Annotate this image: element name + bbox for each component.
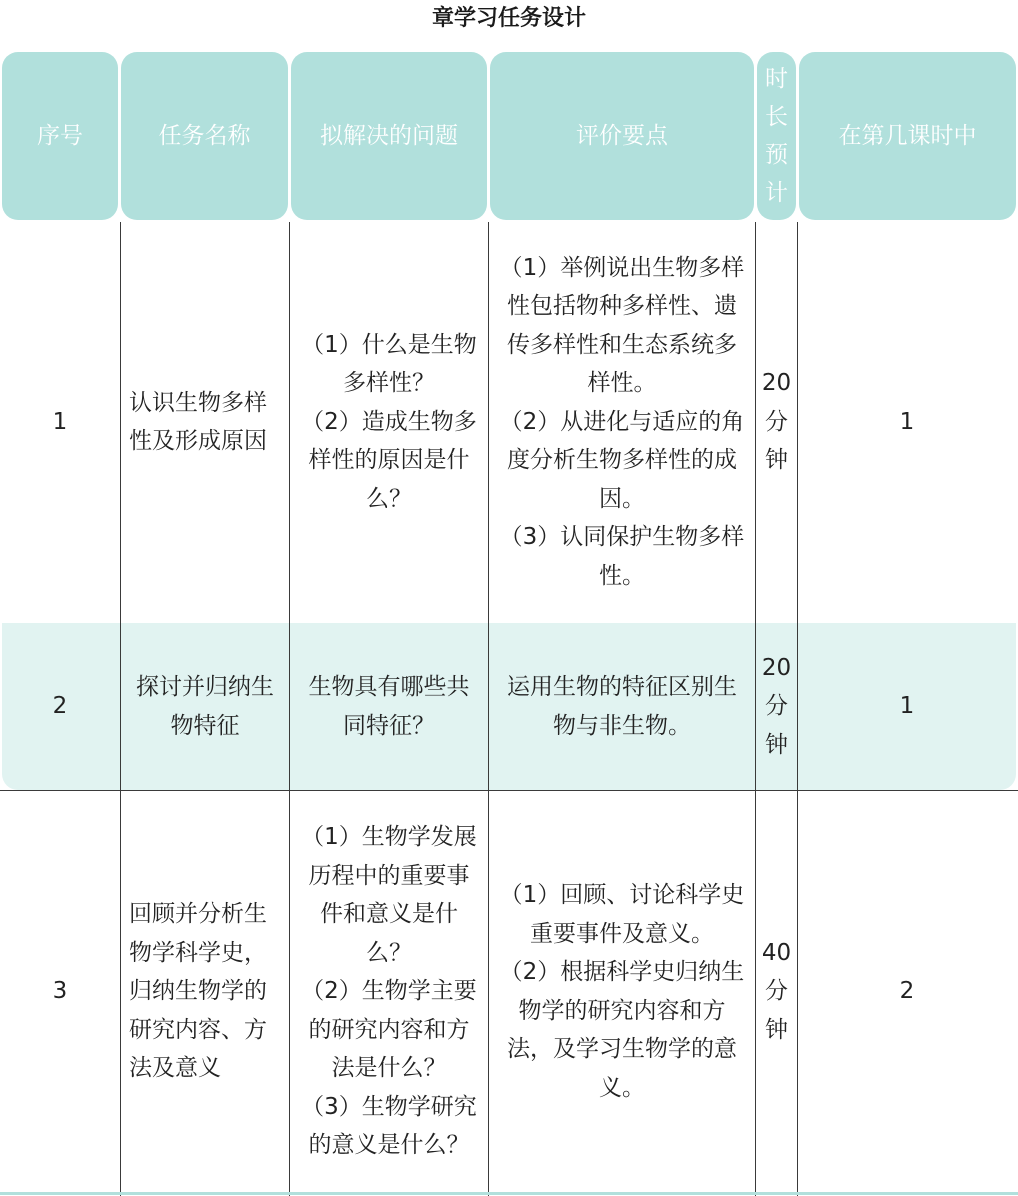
- row-1-index: 1: [52, 408, 68, 435]
- grid-line: [289, 222, 290, 1196]
- row-1-questions: （1）什么是生物多样性？ （2）造成生物多样性的原因是什么？: [301, 331, 477, 512]
- grid-line: [755, 222, 756, 1196]
- row-1-lesson: 1: [899, 408, 915, 435]
- header-questions: 拟解决的问题: [291, 52, 487, 220]
- header-lesson: 在第几课时中: [799, 52, 1016, 220]
- row-3-task-name: 回顾并分析生物学科学史，归纳生物学的研究内容、方法及意义: [129, 901, 267, 1082]
- grid-line: [120, 222, 121, 1196]
- page-title: 章学习任务设计: [431, 6, 586, 31]
- header-task-name: 任务名称: [121, 52, 288, 220]
- row-2-lesson: 1: [899, 693, 915, 720]
- row-1-duration: 20分钟: [761, 370, 792, 474]
- row-2-task-name: 探讨并归纳生物特征: [136, 674, 274, 739]
- row-2-duration: 20分钟: [761, 654, 792, 758]
- grid-line: [488, 222, 489, 1196]
- row-2-index: 2: [52, 693, 68, 720]
- row-3-questions: （1）生物学发展历程中的重要事件和意义是什么？ （2）生物学主要的研究内容和方法是什么？ （3）生物学研究的意义是什么？: [301, 824, 477, 1159]
- row-2-questions: 生物具有哪些共同特征？: [308, 674, 470, 739]
- row-3-lesson: 2: [899, 978, 915, 1005]
- grid-line: [797, 222, 798, 1196]
- row-1-evaluation: （1）举例说出生物多样性包括物种多样性、遗传多样性和生态系统多样性。 （2）从进化与适应的角度分析生物多样性的成因。 （3）认同保护生物多样性。: [499, 254, 745, 589]
- next-row-edge: [0, 1192, 1018, 1195]
- row-3-index: 3: [52, 978, 68, 1005]
- row-2-evaluation: 运用生物的特征区别生物与非生物。: [507, 674, 737, 739]
- header-index: 序号: [2, 52, 118, 220]
- header-duration: 时长预计: [757, 52, 796, 220]
- row-1-task-name: 认识生物多样性及形成原因: [129, 389, 267, 454]
- row-3-duration: 40分钟: [761, 939, 792, 1043]
- header-evaluation: 评价要点: [490, 52, 754, 220]
- task-design-table: [0, 52, 1018, 1196]
- grid-line: [0, 790, 1018, 791]
- row-3-evaluation: （1）回顾、讨论科学史重要事件及意义。 （2）根据科学史归纳生物学的研究内容和方法，及学习生物学的意义。: [499, 882, 745, 1101]
